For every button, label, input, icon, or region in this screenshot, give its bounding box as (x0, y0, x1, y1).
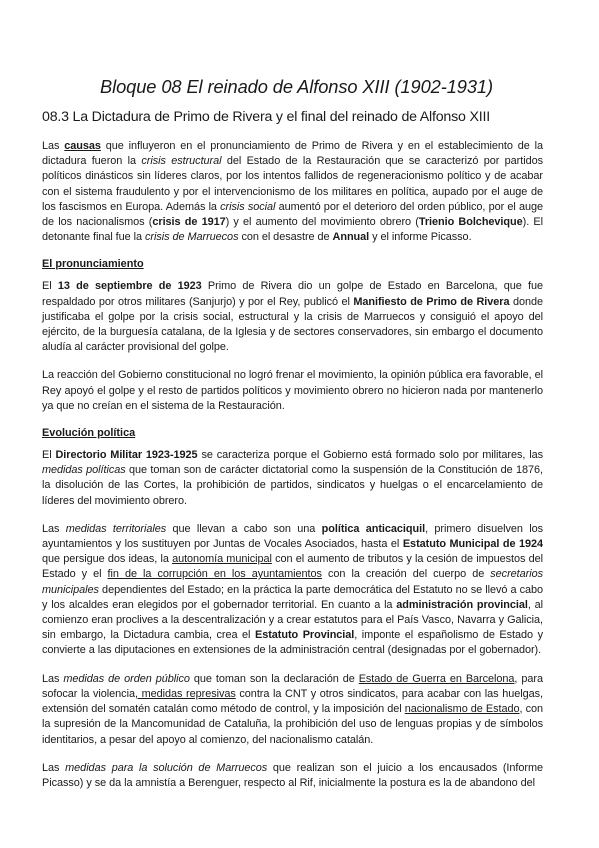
text-run: Primo de Rivera dio un golpe de Estado en Barcelona, que fue respaldado por otros militares (Sanjurjo) y por el Rey, publicó el (42, 280, 543, 308)
bold-text: política anticaciquil (321, 522, 426, 535)
bold-text: causas (64, 140, 101, 152)
text-run: donde justificaba el golpe por la crisis social, estructural y la crisis de Marruecos y consiguió el apoyo del ejército, de la burguesía catalana, de la Iglesia y de sectores conservadores, sin embargo el documento aludía al carácter provisional del golpe. (42, 295, 544, 354)
text-run: con la creación del cuerpo de (321, 568, 491, 581)
italic-text: crisis de Marruecos (145, 231, 239, 244)
text-run: , al comienzo eran proclives a la descentralización y a crear estatutos para el País Vasco, Navarra y Galicia, sin embargo, la Dictadura cambia, crea el (42, 598, 544, 642)
text-run: que realizan son el juicio a los encausados (Informe Picasso) y se da la amnistía a Berenguer, respecto al Rif, inicialmente la postura es la de abandono del (42, 761, 544, 789)
bold-text: administración provincial (396, 598, 528, 611)
underlined-text: , medidas represivas (134, 687, 236, 700)
underlined-text: fin de la corrupción en los ayuntamientos (107, 568, 322, 581)
heading-evolucion-politica: Evolución política (42, 427, 136, 440)
text-run: con el desastre de (238, 231, 333, 244)
paragraph-coup (42, 279, 543, 355)
underlined-text: Estado de Guerra en Barcelona (358, 672, 515, 685)
section-subtitle: 08.3 La Dictadura de Primo de Rivera y el final del reinado de Alfonso XIII (42, 109, 490, 125)
text-run: que toman son la declaración de (189, 672, 359, 685)
italic-text: crisis social (220, 200, 276, 213)
text-run: , para sofocar la violencia (42, 672, 543, 700)
text-run: Las (42, 522, 66, 535)
text-run: dependientes del Estado; en la práctica la parte democrática del Estatuto no se llevó a cabo y los alcaldes eran elegidos por el gobernador territorial. En cuanto a la (42, 583, 543, 611)
text-run: , con la supresión de la Mancomunidad de Cataluña, la prohibición del uso de lenguas propias y de símbolos identitarios, a pesar del apoyo al comienzo, del nacionalismo catalán. (42, 703, 543, 746)
text-run: aumentó por el deterioro del orden público, por el auge de los nacionalismos ( (42, 200, 543, 229)
text-run: que influyeron en el pronunciamiento de Primo de Rivera y en el establecimiento de la dictadura fueron la (42, 140, 543, 168)
bold-text: crisis de 1917 (152, 216, 226, 229)
text-run: que llevan a cabo son una (166, 522, 322, 535)
text-run: Las (42, 140, 65, 152)
text-run: El (42, 449, 56, 462)
underlined-text: nacionalismo de Estado (404, 703, 520, 716)
italic-text: crisis estructural (141, 155, 222, 168)
text-run: Las (42, 672, 64, 685)
heading-pronunciamiento: El pronunciamiento (42, 258, 144, 271)
text-run: del Estado de la Restauración que se caracterizó por partidos políticos dinásticos sin líderes claros, por los intentos fallidos de regeneracionismo político y de acabar con el sistema fraudulento y por el intervencionismo de los militares en política, aupado por el auge de los fascismos en Europa. Además la (42, 155, 543, 213)
text-run: con el aumento de tributos y la cesión de impuestos del Estado y el (42, 553, 543, 581)
text-run: y el informe Picasso. (369, 231, 472, 244)
bold-text: 13 de septiembre de 1923 (57, 280, 202, 293)
text-run: contra la CNT y otros sindicatos, para acabar con las huelgas, extensión del somatén catalán como método de control, y la imposición del (42, 687, 543, 716)
bold-text: Manifiesto de Primo de Rivera (353, 295, 510, 308)
text-run: El (42, 280, 58, 293)
bold-text: Estatuto Provincial (254, 629, 355, 642)
italic-text: medidas territoriales (65, 522, 167, 535)
underlined-text: autonomía municipal (172, 553, 272, 566)
text-run: , imponte el españolismo de Estado y convierte a las diputaciones en extensiones de la administración central (designadas por el gobernador). (42, 629, 543, 657)
page-title: Bloque 08 El reinado de Alfonso XIII (1902-1931) (100, 76, 493, 97)
text-run: que toman son de carácter dictatorial como la suspensión de la Constitución de 1876, la disolución de las Cortes, la prohibición de partidos, sindicatos y huelgas o el encarcelamiento de líderes del movimiento obrero. (42, 464, 543, 507)
paragraph-marruecos (42, 761, 543, 791)
paragraph-directorio-militar (42, 448, 543, 509)
paragraph-medidas-territoriales (42, 522, 543, 659)
paragraph-orden-publico (42, 672, 543, 748)
bold-text: Annual (332, 231, 370, 244)
italic-text: medidas de orden público (63, 672, 190, 685)
text-run: La reacción del Gobierno constitucional no logró frenar el movimiento, la opinión pública era favorable, el Rey apoyó el golpe y el resto de partidos políticos y movimiento obrero no hicieron nada por mantenerlo ya que no creían en el sistema de la Restauración. (42, 369, 543, 412)
paragraph-causes (42, 139, 543, 245)
italic-text: medidas políticas (42, 464, 126, 477)
italic-text: medidas para la solución de Marruecos (65, 761, 268, 774)
bold-text: Directorio Militar 1923-1925 (55, 449, 198, 462)
text-run: , primero disuelven los ayuntamientos y los sustituyen por Juntas de Vocales Asociados, hasta el (42, 522, 543, 551)
bold-text: Estatuto Municipal de 1924 (402, 538, 544, 551)
paragraph-reaction (42, 368, 543, 414)
text-run: ) y el aumento del movimiento obrero ( (225, 216, 419, 229)
bold-text: Trienio Bolchevique (418, 216, 523, 229)
italic-text: secretarios municipales (42, 568, 543, 596)
text-run: que persigue dos ideas, la (42, 553, 173, 566)
text-run: ). El detonante final fue la (42, 216, 543, 244)
text-run: Las (42, 761, 66, 774)
text-run: se caracteriza porque el Gobierno está formado solo por militares, las (197, 449, 544, 462)
